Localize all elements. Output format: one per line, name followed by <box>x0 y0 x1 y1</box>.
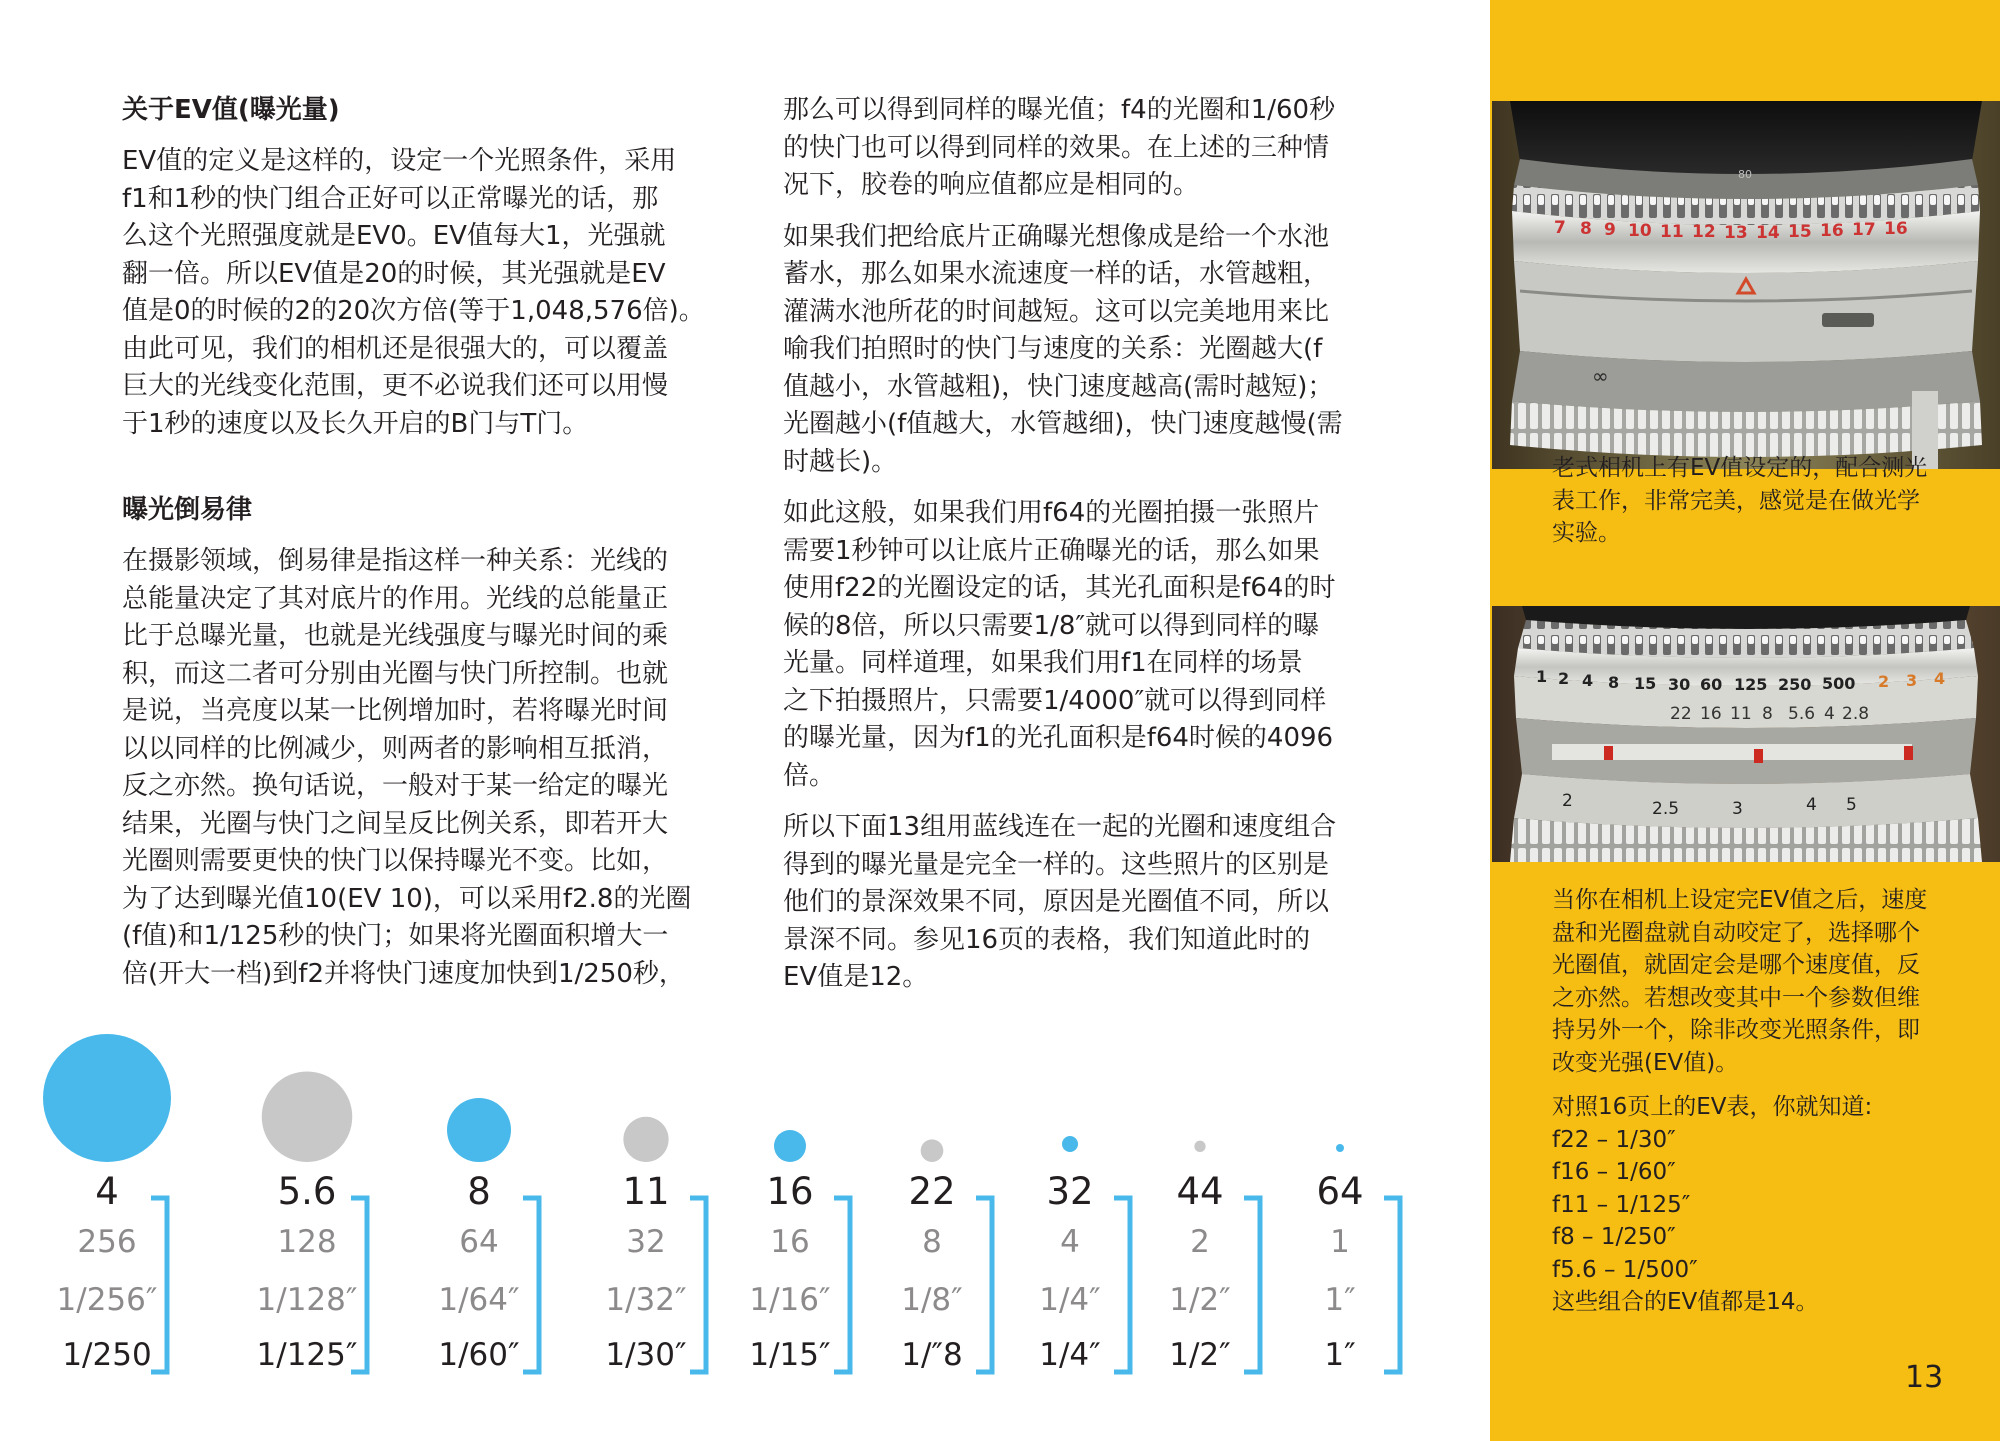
speed-label: 3 <box>1906 671 1918 690</box>
text-line: (f值)和1/125秒的快门；如果将光圈面积增大一 <box>122 921 669 951</box>
camera-lens-photo-ev-scale <box>1492 101 2000 469</box>
aperture-circle <box>43 1034 171 1162</box>
speed-label: 60 <box>1700 675 1723 694</box>
aperture-circle <box>1194 1141 1205 1152</box>
relative-time-label: 1″ <box>1324 1282 1356 1318</box>
relative-time-label: 1/2″ <box>1169 1282 1231 1318</box>
text-line: EV值的定义是这样的，设定一个光照条件，采用 <box>122 146 677 176</box>
aperture-circle <box>1336 1144 1344 1152</box>
text-line: 翻一倍。所以EV值是20的时候，其光强就是EV <box>122 258 666 289</box>
relative-time-label: 1/128″ <box>256 1282 358 1318</box>
distance-label: 2.5 <box>1652 799 1680 819</box>
distance-label: 5 <box>1846 795 1857 815</box>
lens-number: 10 <box>1628 221 1652 241</box>
text-line: 喻我们拍照时的快门与速度的关系：光圈越大(f <box>783 334 1323 364</box>
text-line: 为了达到曝光值10(EV 10)，可以采用f2.8的光圈 <box>122 883 692 914</box>
caption-text: 对照16页上的EV表，你就知道: <box>1552 1094 1873 1120</box>
aperture-stop <box>227 1170 387 1375</box>
section-heading-reciprocity: 曝光倒易律 <box>122 495 253 525</box>
speed-label: 2 <box>1878 672 1890 691</box>
text-line: 所以下面13组用蓝线连在一起的光圈和速度组合 <box>783 812 1337 842</box>
lens-number: 16 <box>1820 221 1844 241</box>
area-label: 256 <box>77 1224 137 1260</box>
aperture-circle <box>774 1130 806 1162</box>
text-line: 以以同样的比例减少，则两者的影响相互抵消， <box>122 733 669 764</box>
text-line: 值是0的时候的2的20次方倍(等于1,048,576倍)。 <box>122 296 705 326</box>
text-line: 是说，当亮度以某一比例增加时，若将曝光时间 <box>122 696 669 726</box>
aperture-circle <box>623 1117 668 1162</box>
f-number-label: 8 <box>467 1170 491 1213</box>
section-heading-ev: 关于EV值(曝光量) <box>122 95 340 125</box>
text-line: 总能量决定了其对底片的作用。光线的总能量正 <box>122 583 669 614</box>
distance-label: 3 <box>1732 799 1743 819</box>
relative-time-label: 1/64″ <box>438 1282 520 1318</box>
f-number-label: 11 <box>622 1170 670 1213</box>
middle-column <box>783 92 1390 997</box>
lens-number: 14 <box>1756 223 1780 243</box>
f64-example-paragraph <box>783 495 1390 795</box>
lens-number: 13 <box>1724 223 1748 243</box>
speed-label: 8 <box>1608 673 1620 692</box>
aperture-circle <box>262 1071 353 1162</box>
lens-number: 7 <box>1554 218 1566 238</box>
f-number-label: 44 <box>1176 1170 1224 1213</box>
relative-time-label: 1/8″ <box>901 1282 963 1318</box>
lens-illustration <box>1492 606 2000 862</box>
text-line: 光圈则需要更快的快门以保持曝光不变。比如， <box>122 846 669 876</box>
aperture-label: 22 <box>1670 704 1692 724</box>
text-line: 比于总曝光量，也就是光线强度与曝光时间的乘 <box>122 621 669 651</box>
speed-label: 30 <box>1668 675 1691 694</box>
aperture-label: 11 <box>1730 704 1752 724</box>
area-label: 16 <box>770 1224 810 1260</box>
aperture-speed-pair: f5.6 – 1/500″ <box>1552 1256 1698 1283</box>
water-analogy-paragraph <box>783 219 1390 482</box>
area-label: 2 <box>1190 1224 1210 1260</box>
shutter-time-label: 1/30″ <box>605 1337 687 1373</box>
area-label: 8 <box>922 1224 942 1260</box>
caption-text: 当你在相机上设定完EV值之后，速度盘和光圈盘就自动咬定了，选择哪个光圈值，就固定会是哪个速度值，反之亦然。若想改变其中一个参数但维持另外一个，除非改变光照条件，即改变光强(EV值)。 <box>1552 887 1928 1076</box>
text-line: 如此这般，如果我们用f64的光圈拍摄一张照片 <box>783 498 1320 528</box>
aperture-stop <box>566 1170 726 1375</box>
text-line: 候的8倍，所以只需要1/8″就可以得到同样的曝 <box>783 610 1320 641</box>
aperture-stop <box>852 1170 1012 1375</box>
area-label: 32 <box>626 1224 666 1260</box>
speed-label: 1 <box>1536 667 1548 686</box>
text-line: 倍。 <box>783 760 836 791</box>
text-line: 值越小，水管越粗)，快门速度越高(需时越短)； <box>783 371 1334 402</box>
area-label: 128 <box>277 1224 337 1260</box>
f-number-label: 4 <box>95 1170 119 1213</box>
infinity-mark: ∞ <box>1592 364 1609 388</box>
relative-time-label: 1/256″ <box>56 1282 158 1318</box>
shutter-time-label: 1/60″ <box>438 1337 520 1373</box>
shutter-time-label: 1″ <box>1324 1337 1356 1373</box>
photo-caption-2 <box>1552 884 1930 1319</box>
caption-text: 这些组合的EV值都是14。 <box>1552 1289 1819 1315</box>
text-line: 他们的景深效果不同，原因是光圈值不同，所以 <box>783 887 1330 917</box>
area-label: 4 <box>1060 1224 1080 1260</box>
distance-label: 4 <box>1806 795 1817 815</box>
combinations-paragraph <box>783 809 1390 997</box>
aperture-speed-pair: f11 – 1/125″ <box>1552 1191 1691 1218</box>
lens-number: 12 <box>1692 222 1716 242</box>
text-line: 得到的曝光量是完全一样的。这些照片的区别是 <box>783 849 1330 880</box>
photo-caption-1 <box>1552 452 1930 550</box>
speed-label: 15 <box>1634 674 1657 693</box>
speed-label: 4 <box>1934 669 1946 688</box>
aperture-stop <box>1120 1170 1280 1375</box>
relative-time-label: 1/4″ <box>1039 1282 1101 1318</box>
aperture-label: 2.8 <box>1842 704 1870 724</box>
text-line: 由此可见，我们的相机还是很强大的，可以覆盖 <box>122 333 669 364</box>
text-line: 那么可以得到同样的曝光值；f4的光圈和1/60秒 <box>783 95 1336 125</box>
lens-number: 17 <box>1852 220 1876 240</box>
shutter-time-label: 1/250 <box>62 1337 152 1373</box>
text-line: 在摄影领域，倒易律是指这样一种关系：光线的 <box>122 546 669 576</box>
text-line: 如果我们把给底片正确曝光想像成是给一个水池 <box>783 221 1330 252</box>
text-line: 时越长)。 <box>783 446 898 477</box>
text-line: 积，而这二者可分别由光圈与快门所控制。也就 <box>122 658 669 689</box>
text-line: 光圈越小(f值越大，水管越细)，快门速度越慢(需 <box>783 409 1343 439</box>
aperture-scale <box>0 1020 1490 1420</box>
text-line: 结果，光圈与快门之间呈反比例关系，即若开大 <box>122 808 669 839</box>
aperture-speed-pair: f8 – 1/250″ <box>1552 1224 1676 1250</box>
text-line: 景深不同。参见16页的表格，我们知道此时的 <box>783 924 1311 955</box>
text-line: 况下，胶卷的响应值都应是相同的。 <box>783 170 1200 200</box>
text-line: 的快门也可以得到同样的效果。在上述的三种情 <box>783 132 1330 163</box>
aperture-circle <box>447 1098 511 1162</box>
aperture-label: 4 <box>1824 704 1835 724</box>
speed-label: 2 <box>1558 669 1570 688</box>
lens-number: 11 <box>1660 222 1684 242</box>
aperture-circle <box>921 1139 944 1162</box>
text-line: 倍(开大一档)到f2并将快门速度加快到1/250秒， <box>122 958 685 989</box>
lens-number: 15 <box>1788 222 1812 242</box>
lens-number: 8 <box>1580 219 1592 239</box>
caption-text: 老式相机上有EV值设定的，配合测光表工作，非常完美，感觉是在做光学实验。 <box>1552 455 1928 546</box>
shutter-time-label: 1/4″ <box>1039 1337 1101 1373</box>
page-number: 13 <box>1905 1360 1944 1395</box>
ev14-pairs <box>1552 1091 1930 1319</box>
f-number-label: 64 <box>1316 1170 1364 1213</box>
aperture-stop <box>399 1170 559 1375</box>
reciprocity-paragraph <box>122 543 732 993</box>
shutter-time-label: 1/125″ <box>256 1337 358 1373</box>
f-number-label: 16 <box>766 1170 814 1213</box>
aperture-stop <box>27 1170 187 1375</box>
text-line: 灌满水池所花的时间越短。这可以完美地用来比 <box>783 296 1330 327</box>
left-column <box>122 92 732 993</box>
text-line: 巨大的光线变化范围，更不必说我们还可以用慢 <box>122 371 669 401</box>
relative-time-label: 1/16″ <box>749 1282 831 1318</box>
text-line: EV值是12。 <box>783 962 929 992</box>
speed-label: 4 <box>1582 671 1594 690</box>
lens-illustration <box>1492 101 2000 469</box>
aperture-label: 16 <box>1700 704 1722 724</box>
text-line: 蓄水，那么如果水流速度一样的话，水管越粗， <box>783 259 1330 289</box>
speed-label: 500 <box>1822 674 1856 693</box>
text-line: 使用f22的光圈设定的话，其光孔面积是f64的时 <box>783 573 1336 603</box>
continuation-paragraph <box>783 92 1390 205</box>
speed-label: 250 <box>1778 675 1812 694</box>
camera-lens-photo-aperture-speed <box>1492 606 2000 862</box>
relative-time-label: 1/32″ <box>605 1282 687 1318</box>
f-number-label: 32 <box>1046 1170 1094 1213</box>
text-line: 反之亦然。换句话说，一般对于某一给定的曝光 <box>122 771 669 801</box>
distance-label: 2 <box>1562 791 1573 811</box>
f-number-label: 5.6 <box>277 1170 337 1213</box>
f-number-label: 22 <box>908 1170 956 1213</box>
aperture-label: 5.6 <box>1788 704 1816 724</box>
ev-definition-paragraph <box>122 143 732 443</box>
text-line: 光量。同样道理，如果我们用f1在同样的场景 <box>783 648 1303 678</box>
text-line: 于1秒的速度以及长久开启的B门与T门。 <box>122 408 589 439</box>
text-line: 需要1秒钟可以让底片正确曝光的话，那么如果 <box>783 535 1320 566</box>
shutter-time-label: 1/″8 <box>901 1337 963 1373</box>
text-line: 之下拍摄照片，只需要1/4000″就可以得到同样 <box>783 685 1327 716</box>
text-line: 么这个光照强度就是EV0。EV值每大1，光强就 <box>122 221 666 251</box>
aperture-speed-pair: f16 – 1/60″ <box>1552 1159 1676 1185</box>
text-line: 的曝光量，因为f1的光孔面积是f64时候的4096 <box>783 723 1334 753</box>
area-label: 64 <box>459 1224 499 1260</box>
speed-label: 125 <box>1734 675 1768 694</box>
shutter-time-label: 1/15″ <box>749 1337 831 1373</box>
aperture-stop <box>1260 1170 1420 1375</box>
lens-number: 9 <box>1604 220 1616 240</box>
aperture-speed-pair: f22 – 1/30″ <box>1552 1126 1676 1153</box>
aperture-label: 8 <box>1762 704 1773 724</box>
area-label: 1 <box>1330 1224 1350 1260</box>
aperture-stop <box>710 1170 870 1375</box>
text-line: f1和1秒的快门组合正好可以正常曝光的话，那 <box>122 183 659 214</box>
aperture-circle <box>1062 1136 1078 1152</box>
lens-number: 16 <box>1884 219 1908 239</box>
shutter-time-label: 1/2″ <box>1169 1337 1231 1373</box>
lens-small-label: 80 <box>1738 168 1752 181</box>
